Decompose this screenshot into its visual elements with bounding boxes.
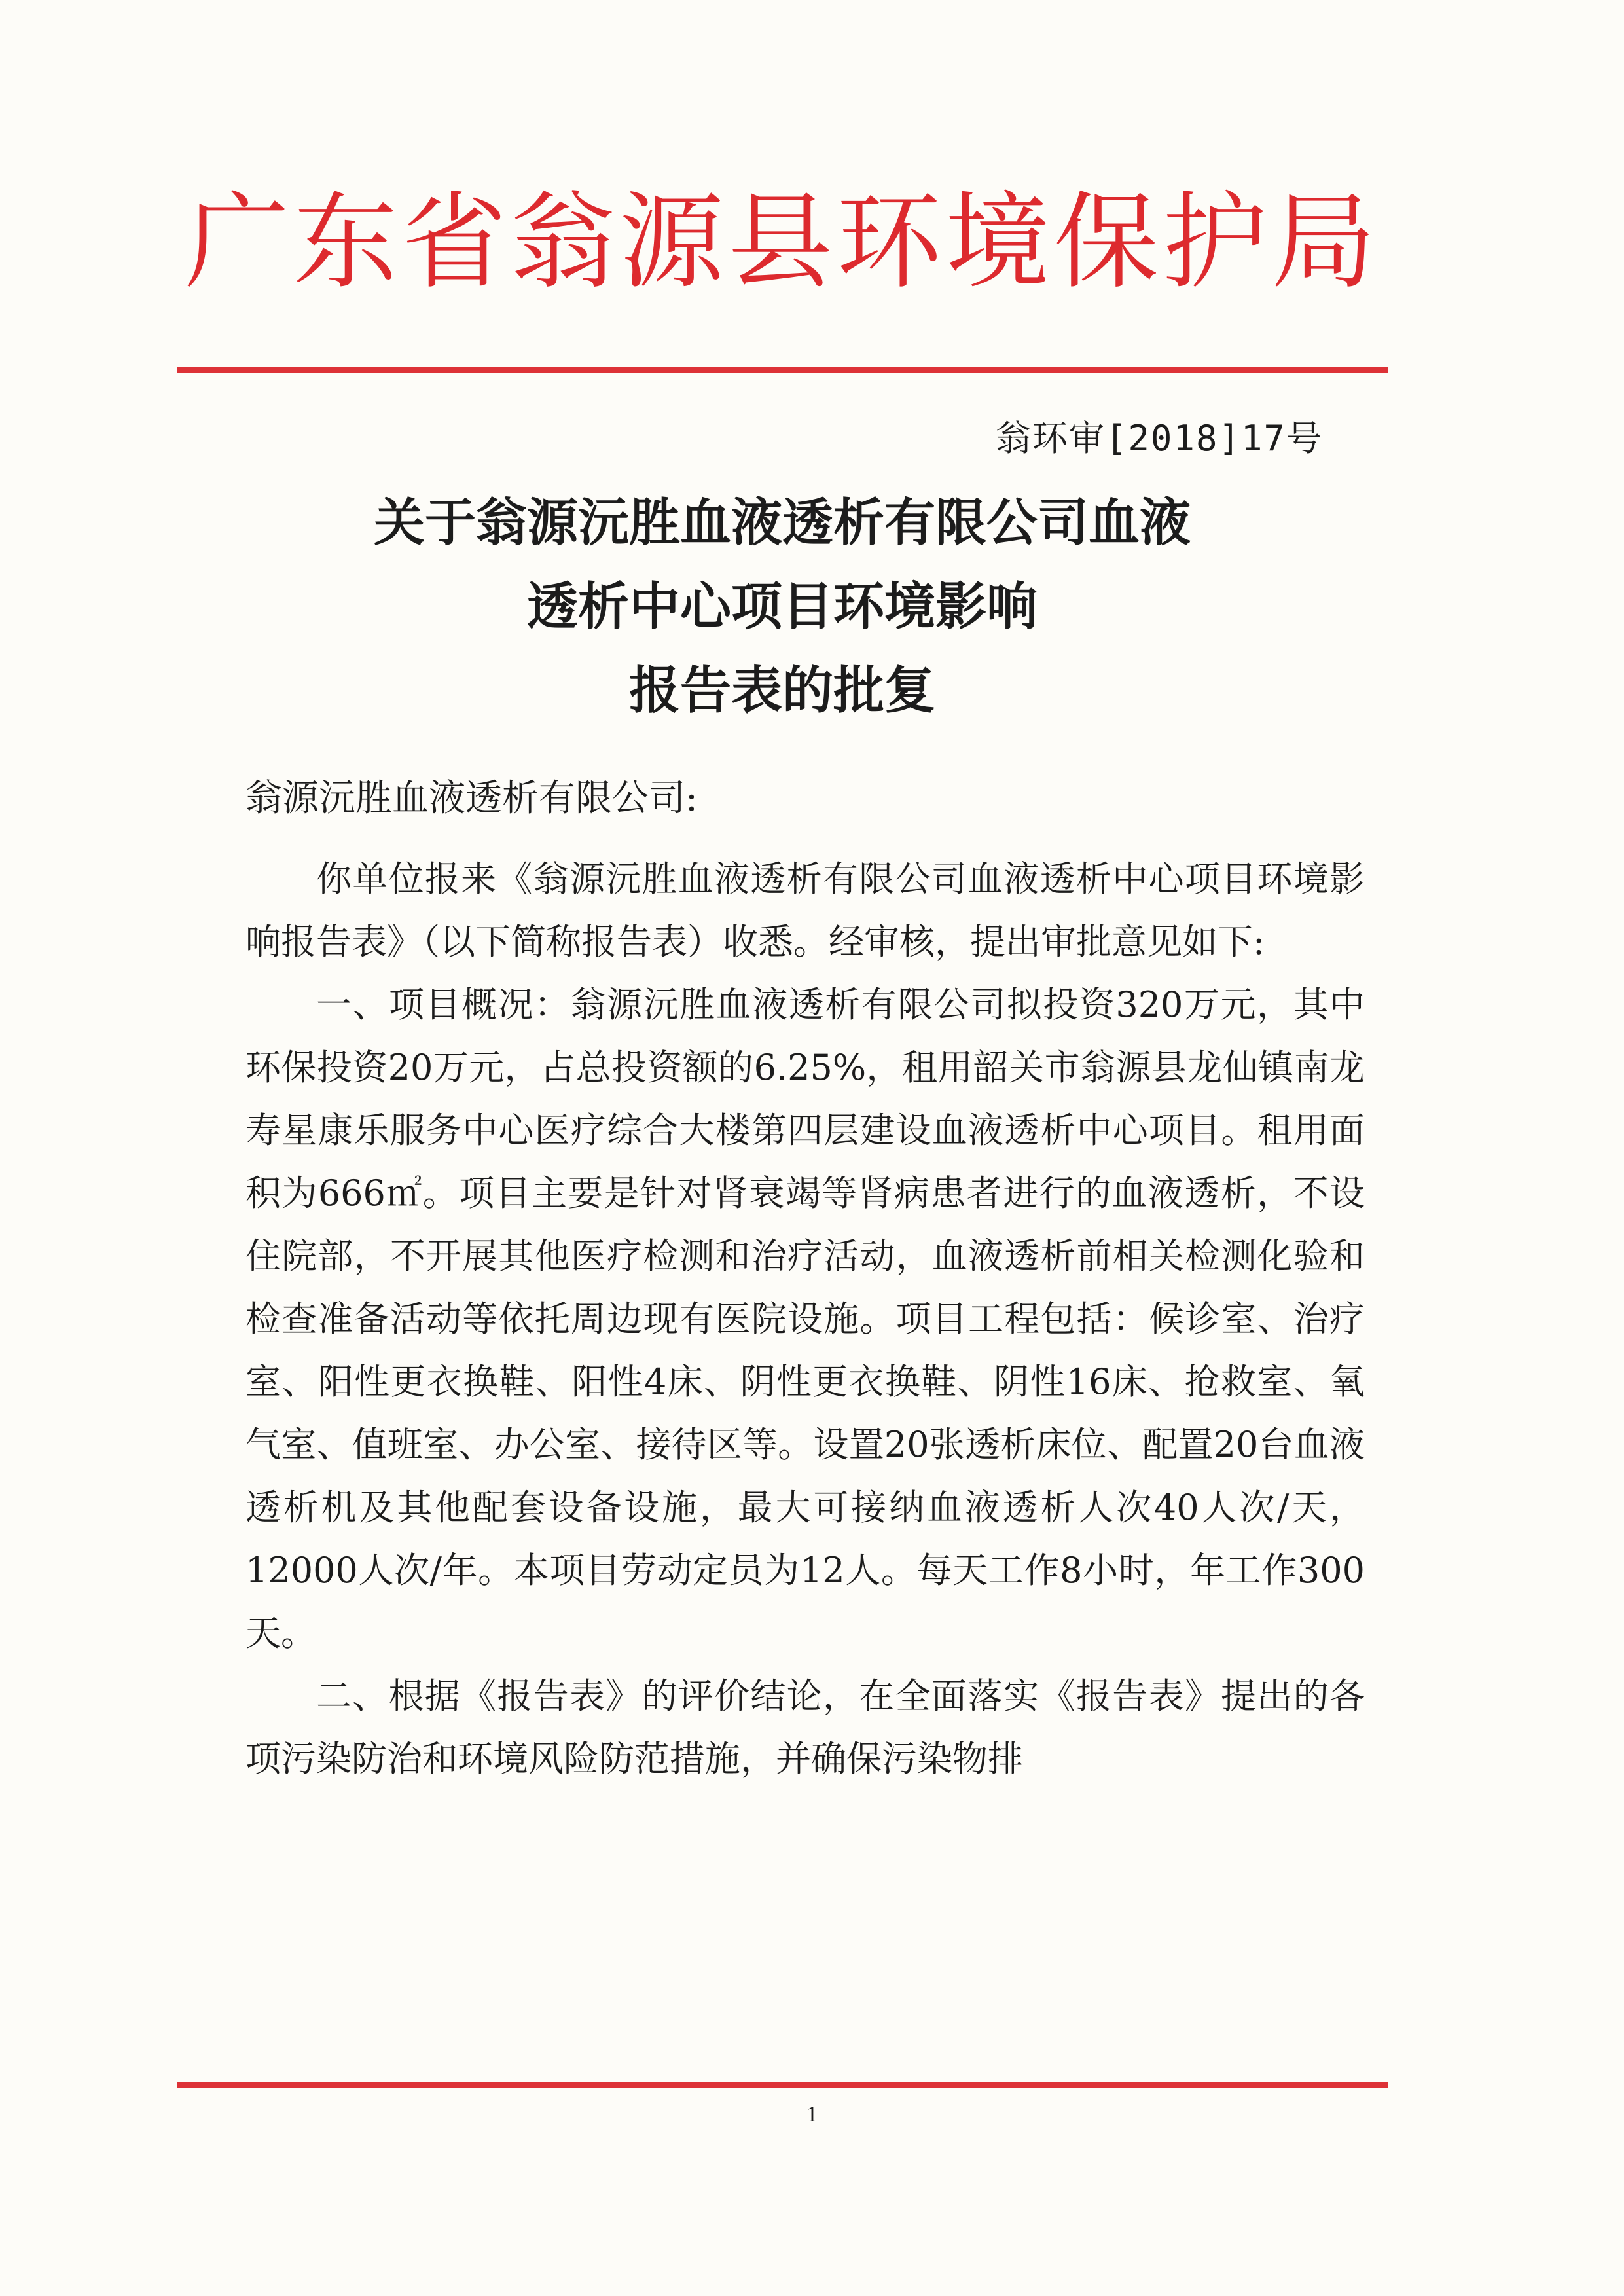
document-title-line: 关于翁源沅胜血液透析有限公司血液 <box>373 493 1191 553</box>
letterhead-divider <box>177 367 1388 373</box>
page-number: 1 <box>806 2102 818 2126</box>
document-title-line: 报告表的批复 <box>628 661 935 720</box>
document-body <box>245 848 1365 1791</box>
body-paragraph: 二、根据《报告表》的评价结论，在全面落实《报告表》提出的各项污染防治和环境风险防范措施，并确保污染物排 <box>245 1675 1365 1779</box>
addressee: 翁源沅胜血液透析有限公司: <box>245 777 698 820</box>
document-title-line: 透析中心项目环境影响 <box>526 577 1038 636</box>
agency-letterhead-title: 广东省翁源县环境保护局 <box>184 181 1380 303</box>
body-paragraph: 一、项目概况：翁源沅胜血液透析有限公司拟投资320万元，其中环保投资20万元，占总投资额的6.25%，租用韶关市翁源县龙仙镇南龙寿星康乐服务中心医疗综合大楼第四层建设血液透析中心项目。租用面积为666㎡。项目主要是针对肾衰竭等肾病患者进行的血液透析，不设住院部，不开展其他医疗检测和治疗活动，血液透析前相关检测化验和检查准备活动等依托周边现有医院设施。项目工程包括：候诊室、治疗室、阳性更衣换鞋、阳性4床、阴性更衣换鞋、阴性16床、抢救室、氧气室、值班室、办公室、接待区等。设置20张透析床位、配置20台血液透析机及其他配套设备设施，最大可接纳血液透析人次40人次/天，12000人次/年。本项目劳动定员为12人。每天工作8小时，年工作300天。 <box>245 984 1365 1654</box>
document-number: 翁环审[2018]17号 <box>995 418 1323 459</box>
body-paragraph: 你单位报来《翁源沅胜血液透析有限公司血液透析中心项目环境影响报告表》（以下简称报告表）收悉。经审核，提出审批意见如下: <box>245 858 1365 962</box>
footer-divider <box>177 2082 1388 2088</box>
document-title <box>177 481 1388 733</box>
